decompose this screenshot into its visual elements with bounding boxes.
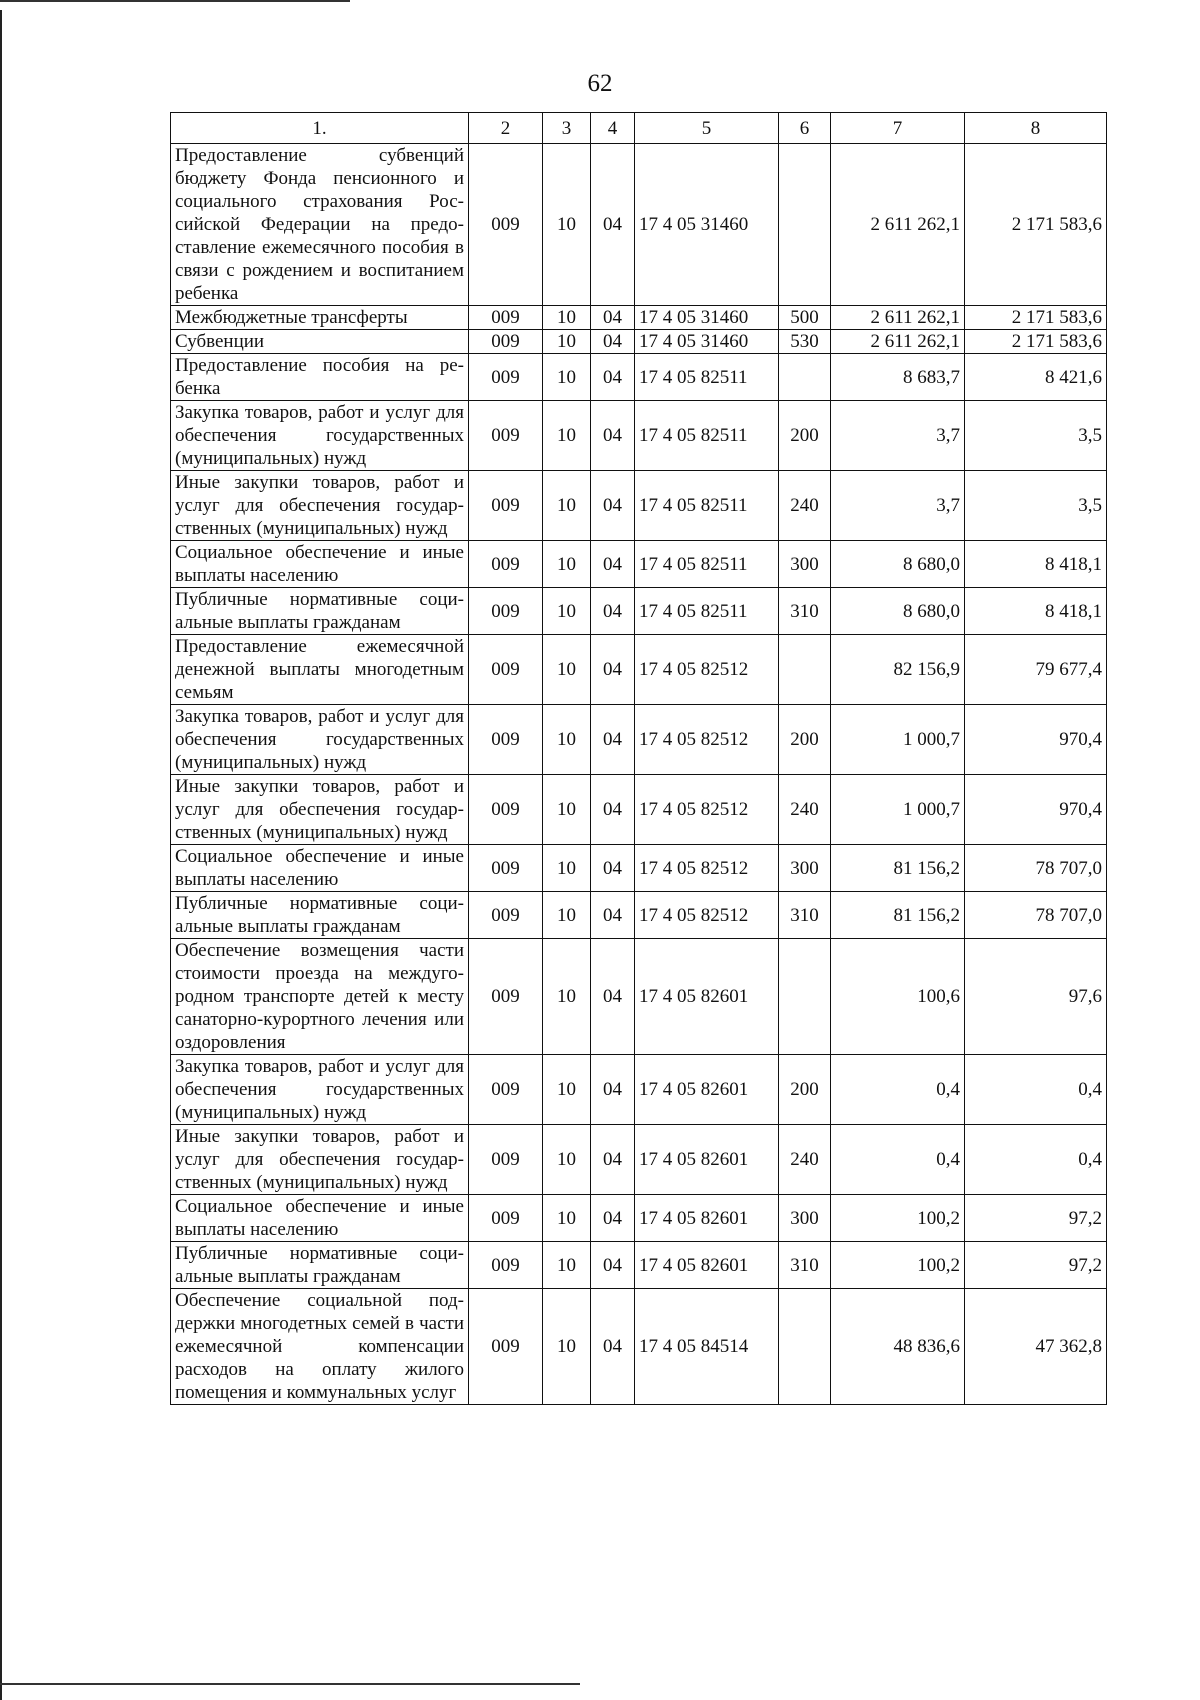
table-row (171, 541, 1107, 588)
ministry-code-cell: 009 (469, 541, 543, 588)
target-article-cell: 17 4 05 31460 (635, 330, 779, 354)
table-row (171, 1055, 1107, 1125)
amount-col7-cell: 0,4 (831, 1125, 965, 1195)
table-row (171, 1125, 1107, 1195)
expense-type-cell (779, 1289, 831, 1405)
target-article-cell: 17 4 05 82511 (635, 588, 779, 635)
expense-type-cell (779, 939, 831, 1055)
row-name-cell: Предоставление ежемесячной денежной выплаты многодетным семьям (171, 635, 469, 705)
subsection-code-cell: 04 (591, 939, 635, 1055)
section-code-cell: 10 (543, 330, 591, 354)
table-row (171, 892, 1107, 939)
ministry-code-cell: 009 (469, 1055, 543, 1125)
ministry-code-cell: 009 (469, 471, 543, 541)
section-code-cell: 10 (543, 775, 591, 845)
budget-table (170, 112, 1107, 1405)
section-code-cell: 10 (543, 354, 591, 401)
expense-type-cell (779, 144, 831, 306)
ministry-code-cell: 009 (469, 401, 543, 471)
subsection-code-cell: 04 (591, 330, 635, 354)
amount-col8-cell: 2 171 583,6 (965, 306, 1107, 330)
column-header: 7 (831, 113, 965, 144)
amount-col7-cell: 3,7 (831, 401, 965, 471)
row-name-cell: Иные закупки товаров, работ и услуг для обеспечения государственных (муниципальных) нужд (171, 775, 469, 845)
section-code-cell: 10 (543, 892, 591, 939)
ministry-code-cell: 009 (469, 588, 543, 635)
section-code-cell: 10 (543, 1125, 591, 1195)
table-row (171, 330, 1107, 354)
amount-col7-cell: 100,2 (831, 1195, 965, 1242)
amount-col7-cell: 100,6 (831, 939, 965, 1055)
expense-type-cell: 310 (779, 892, 831, 939)
amount-col7-cell: 8 680,0 (831, 588, 965, 635)
amount-col8-cell: 0,4 (965, 1125, 1107, 1195)
ministry-code-cell: 009 (469, 1195, 543, 1242)
target-article-cell: 17 4 05 82512 (635, 845, 779, 892)
target-article-cell: 17 4 05 31460 (635, 144, 779, 306)
amount-col7-cell: 100,2 (831, 1242, 965, 1289)
row-name-cell: Предоставление субвенций бюджету Фонда пенсионного и социального страхования Российской Федерации на предоставление ежемесячного пособия в связи с рождением и воспитанием ребенка (171, 144, 469, 306)
row-name-cell: Публичные нормативные социальные выплаты гражданам (171, 588, 469, 635)
ministry-code-cell: 009 (469, 1242, 543, 1289)
column-header: 8 (965, 113, 1107, 144)
expense-type-cell: 310 (779, 588, 831, 635)
ministry-code-cell: 009 (469, 775, 543, 845)
table-row (171, 939, 1107, 1055)
amount-col8-cell: 8 418,1 (965, 541, 1107, 588)
row-name-cell: Социальное обеспечение и иные выплаты населению (171, 845, 469, 892)
amount-col8-cell: 97,2 (965, 1242, 1107, 1289)
scan-edge-bottom (0, 1683, 580, 1685)
ministry-code-cell: 009 (469, 330, 543, 354)
amount-col7-cell: 48 836,6 (831, 1289, 965, 1405)
section-code-cell: 10 (543, 1195, 591, 1242)
column-header: 1. (171, 113, 469, 144)
subsection-code-cell: 04 (591, 401, 635, 471)
subsection-code-cell: 04 (591, 705, 635, 775)
row-name-cell: Обеспечение социальной поддержки многодетных семей в части ежемесячной компенсации расходов на оплату жилого помещения и коммунальных услуг (171, 1289, 469, 1405)
subsection-code-cell: 04 (591, 635, 635, 705)
amount-col7-cell: 0,4 (831, 1055, 965, 1125)
row-name-cell: Обеспечение возмещения части стоимости проезда на междугородном транспорте детей к месту санаторно-курортного лечения или оздоровления (171, 939, 469, 1055)
amount-col8-cell: 970,4 (965, 705, 1107, 775)
row-name-cell: Закупка товаров, работ и услуг для обеспечения государственных (муниципальных) нужд (171, 705, 469, 775)
row-name-cell: Субвенции (171, 330, 469, 354)
amount-col7-cell: 82 156,9 (831, 635, 965, 705)
amount-col7-cell: 2 611 262,1 (831, 306, 965, 330)
table-row (171, 471, 1107, 541)
table-row (171, 306, 1107, 330)
table-row (171, 401, 1107, 471)
table-row (171, 1242, 1107, 1289)
section-code-cell: 10 (543, 705, 591, 775)
row-name-cell: Иные закупки товаров, работ и услуг для обеспечения государственных (муниципальных) нужд (171, 471, 469, 541)
target-article-cell: 17 4 05 82601 (635, 939, 779, 1055)
amount-col7-cell: 1 000,7 (831, 705, 965, 775)
expense-type-cell: 500 (779, 306, 831, 330)
subsection-code-cell: 04 (591, 354, 635, 401)
ministry-code-cell: 009 (469, 306, 543, 330)
expense-type-cell: 240 (779, 775, 831, 845)
column-header: 2 (469, 113, 543, 144)
column-header: 6 (779, 113, 831, 144)
amount-col8-cell: 970,4 (965, 775, 1107, 845)
amount-col8-cell: 97,2 (965, 1195, 1107, 1242)
target-article-cell: 17 4 05 31460 (635, 306, 779, 330)
expense-type-cell: 200 (779, 401, 831, 471)
header-row (171, 113, 1107, 144)
section-code-cell: 10 (543, 1055, 591, 1125)
ministry-code-cell: 009 (469, 845, 543, 892)
row-name-cell: Закупка товаров, работ и услуг для обеспечения государственных (муниципальных) нужд (171, 401, 469, 471)
section-code-cell: 10 (543, 306, 591, 330)
target-article-cell: 17 4 05 82601 (635, 1242, 779, 1289)
table-row (171, 354, 1107, 401)
subsection-code-cell: 04 (591, 845, 635, 892)
table-row (171, 775, 1107, 845)
amount-col7-cell: 1 000,7 (831, 775, 965, 845)
expense-type-cell: 240 (779, 471, 831, 541)
ministry-code-cell: 009 (469, 354, 543, 401)
section-code-cell: 10 (543, 471, 591, 541)
expense-type-cell: 200 (779, 705, 831, 775)
table-row (171, 144, 1107, 306)
target-article-cell: 17 4 05 82601 (635, 1195, 779, 1242)
target-article-cell: 17 4 05 82601 (635, 1125, 779, 1195)
target-article-cell: 17 4 05 82512 (635, 775, 779, 845)
amount-col8-cell: 2 171 583,6 (965, 330, 1107, 354)
expense-type-cell: 310 (779, 1242, 831, 1289)
target-article-cell: 17 4 05 82511 (635, 354, 779, 401)
table-row (171, 705, 1107, 775)
section-code-cell: 10 (543, 845, 591, 892)
amount-col8-cell: 78 707,0 (965, 892, 1107, 939)
amount-col8-cell: 47 362,8 (965, 1289, 1107, 1405)
table-row (171, 588, 1107, 635)
section-code-cell: 10 (543, 144, 591, 306)
amount-col8-cell: 0,4 (965, 1055, 1107, 1125)
expense-type-cell: 200 (779, 1055, 831, 1125)
scan-edge-top (0, 0, 350, 2)
section-code-cell: 10 (543, 635, 591, 705)
subsection-code-cell: 04 (591, 541, 635, 588)
amount-col8-cell: 3,5 (965, 471, 1107, 541)
amount-col7-cell: 81 156,2 (831, 892, 965, 939)
amount-col8-cell: 97,6 (965, 939, 1107, 1055)
row-name-cell: Иные закупки товаров, работ и услуг для обеспечения государственных (муниципальных) нужд (171, 1125, 469, 1195)
row-name-cell: Публичные нормативные социальные выплаты гражданам (171, 1242, 469, 1289)
amount-col8-cell: 3,5 (965, 401, 1107, 471)
target-article-cell: 17 4 05 82511 (635, 541, 779, 588)
table-row (171, 845, 1107, 892)
amount-col8-cell: 2 171 583,6 (965, 144, 1107, 306)
row-name-cell: Предоставление пособия на ребенка (171, 354, 469, 401)
column-header: 5 (635, 113, 779, 144)
ministry-code-cell: 009 (469, 939, 543, 1055)
expense-type-cell: 240 (779, 1125, 831, 1195)
ministry-code-cell: 009 (469, 892, 543, 939)
subsection-code-cell: 04 (591, 1125, 635, 1195)
subsection-code-cell: 04 (591, 588, 635, 635)
subsection-code-cell: 04 (591, 775, 635, 845)
table-row (171, 1195, 1107, 1242)
row-name-cell: Закупка товаров, работ и услуг для обеспечения государственных (муниципальных) нужд (171, 1055, 469, 1125)
expense-type-cell (779, 635, 831, 705)
expense-type-cell (779, 354, 831, 401)
amount-col7-cell: 81 156,2 (831, 845, 965, 892)
amount-col8-cell: 78 707,0 (965, 845, 1107, 892)
target-article-cell: 17 4 05 82601 (635, 1055, 779, 1125)
amount-col7-cell: 8 680,0 (831, 541, 965, 588)
target-article-cell: 17 4 05 82511 (635, 401, 779, 471)
ministry-code-cell: 009 (469, 635, 543, 705)
section-code-cell: 10 (543, 541, 591, 588)
subsection-code-cell: 04 (591, 1055, 635, 1125)
section-code-cell: 10 (543, 1289, 591, 1405)
ministry-code-cell: 009 (469, 705, 543, 775)
expense-type-cell: 300 (779, 845, 831, 892)
column-header: 4 (591, 113, 635, 144)
ministry-code-cell: 009 (469, 1289, 543, 1405)
row-name-cell: Публичные нормативные социальные выплаты гражданам (171, 892, 469, 939)
subsection-code-cell: 04 (591, 1289, 635, 1405)
subsection-code-cell: 04 (591, 1195, 635, 1242)
target-article-cell: 17 4 05 82512 (635, 892, 779, 939)
column-header: 3 (543, 113, 591, 144)
subsection-code-cell: 04 (591, 306, 635, 330)
target-article-cell: 17 4 05 82512 (635, 635, 779, 705)
table-row (171, 635, 1107, 705)
subsection-code-cell: 04 (591, 471, 635, 541)
row-name-cell: Социальное обеспечение и иные выплаты населению (171, 541, 469, 588)
subsection-code-cell: 04 (591, 892, 635, 939)
subsection-code-cell: 04 (591, 1242, 635, 1289)
amount-col8-cell: 8 418,1 (965, 588, 1107, 635)
amount-col7-cell: 2 611 262,1 (831, 330, 965, 354)
amount-col7-cell: 2 611 262,1 (831, 144, 965, 306)
amount-col8-cell: 8 421,6 (965, 354, 1107, 401)
ministry-code-cell: 009 (469, 144, 543, 306)
section-code-cell: 10 (543, 401, 591, 471)
table-body (171, 144, 1107, 1405)
expense-type-cell: 530 (779, 330, 831, 354)
scan-edge-left (0, 10, 2, 1700)
row-name-cell: Социальное обеспечение и иные выплаты населению (171, 1195, 469, 1242)
expense-type-cell: 300 (779, 1195, 831, 1242)
target-article-cell: 17 4 05 84514 (635, 1289, 779, 1405)
page-number: 62 (587, 70, 613, 97)
target-article-cell: 17 4 05 82511 (635, 471, 779, 541)
section-code-cell: 10 (543, 1242, 591, 1289)
expense-type-cell: 300 (779, 541, 831, 588)
section-code-cell: 10 (543, 588, 591, 635)
subsection-code-cell: 04 (591, 144, 635, 306)
ministry-code-cell: 009 (469, 1125, 543, 1195)
table-row (171, 1289, 1107, 1405)
amount-col7-cell: 3,7 (831, 471, 965, 541)
amount-col8-cell: 79 677,4 (965, 635, 1107, 705)
section-code-cell: 10 (543, 939, 591, 1055)
row-name-cell: Межбюджетные трансферты (171, 306, 469, 330)
target-article-cell: 17 4 05 82512 (635, 705, 779, 775)
amount-col7-cell: 8 683,7 (831, 354, 965, 401)
